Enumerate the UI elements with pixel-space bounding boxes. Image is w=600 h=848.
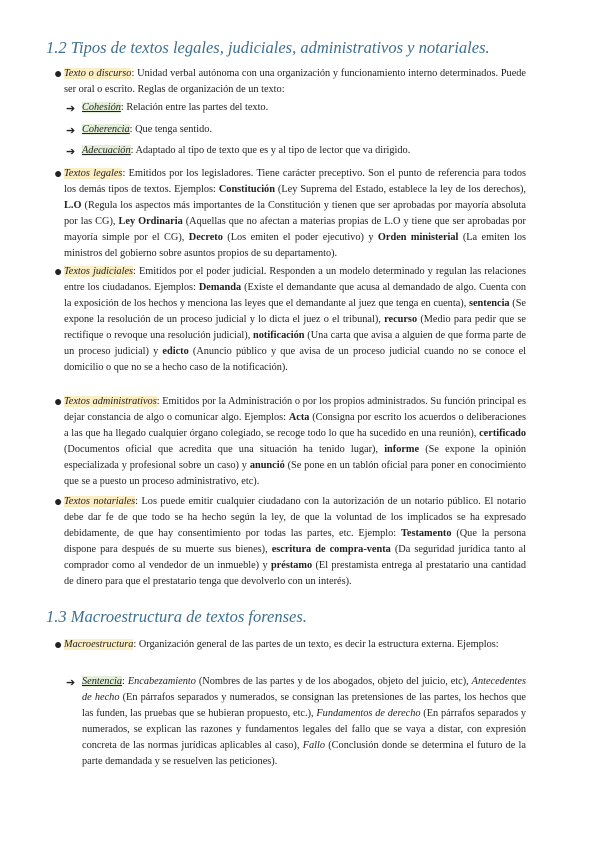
arrow-icon: ➔ [66,103,76,115]
paragraph-textos-judiciales: Textos judiciales: Emitidos por el poder judicial. Responden a un modelo determinado y regulan las relaciones entre los ciudadanos. Ejemplos: Demanda (Existe el demandante que acusa al demandado de algo. Cuenta con la exposición de los hechos y menciona las leyes que el demandante al juez que tenga en cuenta), sentencia (Se expone la resolución de un proceso judicial y lo dicta el juez o el tribunal), recurso (Medio para pedir que se rectifique o revoque una resolución judicial), notificación (Una carta que avisa a alguien de que forma parte de un proceso judicial) y edicto (Anuncio público y que avisa de un proceso judicial cuando no se conoce el domicilio o que no se a hecho caso de la notificación). [64,266,527,373]
arrow-icon: ➔ [66,125,76,137]
bullet-icon: ● [54,395,63,410]
paragraph-texto-discurso: Texto o discurso: Unidad verbal autónoma con una organización y funcionamiento interno determinados. Puede ser oral o escrito. Reglas de organización de un texto: [64,68,526,95]
list-item-coherencia: Coherencia: Que tenga sentido. [82,124,213,135]
paragraph-macroestructura: Macroestructura: Organización general de las partes de un texto, es decir la estructura externa. Ejemplos: [64,639,499,650]
list-item-sentencia: Sentencia: Encabezamiento (Nombres de las partes y de los abogados, objeto del juicio, etc), Antecedentes de hecho (En párrafos separados y numerados, se consignan las pretensiones de las partes, los hechos que las funden, las pruebas que se hubieran propuesto, etc.), Fundamentos de derecho (En párrafos separados y numerados, se explican las razones y fundamentos legales del fallo que se vaya a distar, con expresión concreta de las normas jurídicas aplicables al caso), Fallo (Conclusión donde se determina el futuro de la parte demandada y se resuelven las peticiones). [82,676,527,767]
arrow-icon: ➔ [66,146,76,158]
bullet-icon: ● [54,638,63,653]
term-highlight: Texto o discurso [64,68,132,79]
bullet-icon: ● [54,495,63,510]
bullet-icon: ● [54,67,63,82]
paragraph-textos-legales: Textos legales: Emitidos por los legisladores. Tiene carácter preceptivo. Son el punto de referencia para todos los demás tipos de textos. Ejemplos: Constitución (Ley Suprema del Estado, establece la ley de los derechos), L.O (Regula los aspectos más importantes de la Constitución y tienen que ser aprobadas por mayoría absoluta por las CG), Ley Ordinaria (Aquellas que no afectan a materias propias de L.O y tiene que ser aprobadas por mayoría simple por el CG), Decreto (Los emiten el poder ejecutivo) y Orden ministerial (La emiten los ministros del gobierno sobre asuntos propios de su departamento). [64,168,527,259]
bullet-icon: ● [54,265,63,280]
section-heading-1-2: 1.2 Tipos de textos legales, judiciales, administrativos y notariales. [46,38,490,57]
paragraph-textos-notariales: Textos notariales: Los puede emitir cualquier ciudadano con la autorización de un notario público. El notario debe dar fe de que todo se ha hecho según la ley, de que la voluntad de los implicados se ha expresado debidamente, de que hay consentimiento por todas las partes, etc. Ejemplo: Testamento (Que la persona dispone para después de su muerte sus bienes), escritura de compra-venta (Da seguridad jurídica tanto al comprador como al vendedor de un inmueble) y préstamo (El prestamista entrega al prestatario una cantidad de dinero para que el prestatario tenga que devolverlo con un interés). [64,496,527,587]
arrow-icon: ➔ [66,677,76,689]
paragraph-textos-administrativos: Textos administrativos: Emitidos por la Administración o por los propios administrados. Su función principal es dejar constancia de algo o comunicar algo. Ejemplos: Acta (Consigna por escrito los acuerdos o deliberaciones a las que ha llegado cualquier órgano colegiado, se recoge todo lo que ha sucedido en una reunión), certificado (Documentos oficial que acredita que una situación ha tenido lugar), informe (Se expone la opinión especializada y profesional sobre un caso) y anunció (Se pone en un tablón oficial para poner en conocimiento que se a puesto un proceso administrativo, etc). [64,396,527,487]
list-item-cohesion: Cohesión: Relación entre las partes del texto. [82,102,269,113]
bullet-icon: ● [54,167,63,182]
section-heading-1-3: 1.3 Macroestructura de textos forenses. [46,607,307,626]
list-item-adecuacion: Adecuación: Adaptado al tipo de texto que es y al tipo de lector que va dirigido. [82,145,411,156]
